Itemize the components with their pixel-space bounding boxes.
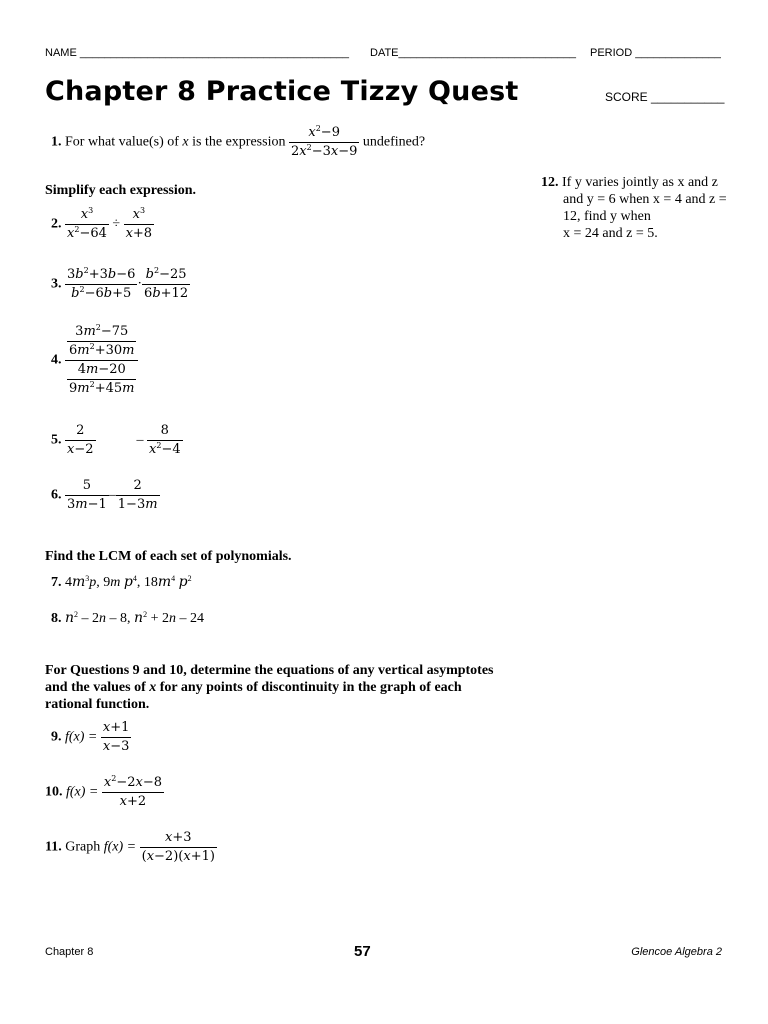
fraction-expression: $\frac{4m-20}{9m^2+45m}$ bbox=[69, 362, 135, 396]
question-number: 3. bbox=[51, 276, 62, 292]
question-number: 11. bbox=[45, 839, 62, 855]
fraction-expression: $\frac{5}{3m-1}$ bbox=[67, 478, 107, 512]
fraction-expression: $\frac{8}{x^2-4}$ bbox=[149, 423, 181, 457]
footer-chapter: Chapter 8 bbox=[45, 946, 94, 958]
question-2 bbox=[51, 206, 154, 243]
section-heading-lcm: Find the LCM of each set of polynomials. bbox=[45, 549, 292, 564]
function-label: f(x) = bbox=[66, 784, 99, 800]
question-text: If y varies jointly as x and z bbox=[562, 175, 718, 190]
heading-line: and the values of x for any points of discontinuity in the graph of each bbox=[45, 680, 462, 695]
page-number: 57 bbox=[354, 943, 371, 960]
fraction-expression: $\frac{3b^2+3b-6}{b^2-6b+5}$ bbox=[67, 266, 136, 301]
question-number: 2. bbox=[51, 216, 62, 232]
function-label: f(x) = bbox=[65, 729, 98, 745]
footer-book-title: Glencoe Algebra 2 bbox=[631, 946, 722, 958]
operator: – bbox=[136, 432, 144, 448]
polynomial-list: $n^2 - 2n - 8$, $n^2 + 2n - 24$ bbox=[65, 610, 204, 626]
question-10 bbox=[45, 774, 164, 811]
question-4 bbox=[51, 323, 138, 398]
name-field-label: NAME ____________________________________________ bbox=[45, 47, 350, 59]
question-8 bbox=[51, 610, 204, 627]
question-number: 6. bbox=[51, 487, 62, 503]
question-7 bbox=[51, 574, 192, 591]
section-heading-asymptotes bbox=[45, 662, 505, 713]
question-number: 4. bbox=[51, 352, 62, 368]
date-field-label: DATE_____________________________ bbox=[370, 47, 576, 59]
question-3 bbox=[51, 266, 190, 303]
heading-line: For Questions 9 and 10, determine the equations of any vertical asymptotes bbox=[45, 663, 494, 678]
heading-text: for any points of discontinuity in the graph of each bbox=[159, 680, 462, 695]
fraction-expression: $\frac{x+1}{x-3}$ bbox=[102, 720, 130, 754]
page-title: Chapter 8 Practice Tizzy Quest bbox=[45, 76, 519, 107]
fraction-expression: $\frac{2}{1-3m}$ bbox=[117, 478, 158, 512]
complex-fraction bbox=[65, 323, 138, 398]
question-number: 5. bbox=[51, 432, 62, 448]
fraction-expression: $\frac{x^2-2x-8}{x+2}$ bbox=[103, 774, 162, 809]
function-label: f(x) = bbox=[103, 839, 137, 855]
score-field-label: SCORE ___________ bbox=[605, 90, 725, 104]
question-1 bbox=[51, 124, 425, 161]
question-line: x = 24 and z = 5. bbox=[563, 226, 658, 241]
fraction-expression: $\frac{x^3}{x^2-64}$ bbox=[67, 206, 107, 241]
question-line bbox=[541, 174, 727, 191]
heading-text: and the values of bbox=[45, 680, 146, 695]
question-text: is the expression bbox=[192, 134, 286, 150]
question-number: 7. bbox=[51, 575, 62, 590]
question-11 bbox=[45, 829, 217, 866]
question-12 bbox=[541, 174, 727, 242]
variable: x bbox=[182, 134, 189, 150]
question-line: 12, find y when bbox=[563, 209, 651, 224]
operator: ÷ bbox=[112, 216, 121, 232]
operator: · bbox=[137, 276, 143, 292]
section-heading-simplify: Simplify each expression. bbox=[45, 183, 197, 198]
question-number: 8. bbox=[51, 611, 62, 626]
fraction-expression: $\frac{b^2-25}{6b+12}$ bbox=[144, 266, 189, 301]
question-5 bbox=[51, 422, 183, 459]
question-number: 9. bbox=[51, 729, 62, 745]
heading-line: rational function. bbox=[45, 697, 150, 712]
question-text: Graph bbox=[65, 839, 101, 855]
question-9 bbox=[51, 719, 131, 756]
question-6 bbox=[51, 477, 160, 514]
question-text: undefined? bbox=[362, 134, 426, 150]
question-text: For what value(s) of bbox=[65, 134, 179, 150]
question-line: and y = 6 when x = 4 and z = bbox=[563, 192, 727, 207]
fraction-expression: $\frac{3m^2-75}{6m^2+30m}$ bbox=[69, 323, 135, 358]
polynomial-list: $4m^3p$, 9m $p^4$, $18m^4$ $p^2$ bbox=[65, 574, 192, 590]
fraction-expression: $\frac{x^3}{x+8}$ bbox=[125, 206, 153, 241]
period-field-label: PERIOD ______________ bbox=[590, 47, 721, 59]
fraction-expression: $\frac{x^2-9}{2x^2-3x-9}$ bbox=[290, 124, 358, 159]
fraction-expression: $\frac{2}{x-2}$ bbox=[67, 423, 94, 457]
question-number: 1. bbox=[51, 134, 62, 150]
question-number: 10. bbox=[45, 784, 63, 800]
operator: – bbox=[108, 487, 116, 503]
fraction-expression: $\frac{x+3}{(x-2)(x+1)}$ bbox=[141, 830, 215, 864]
question-number: 12. bbox=[541, 175, 559, 190]
